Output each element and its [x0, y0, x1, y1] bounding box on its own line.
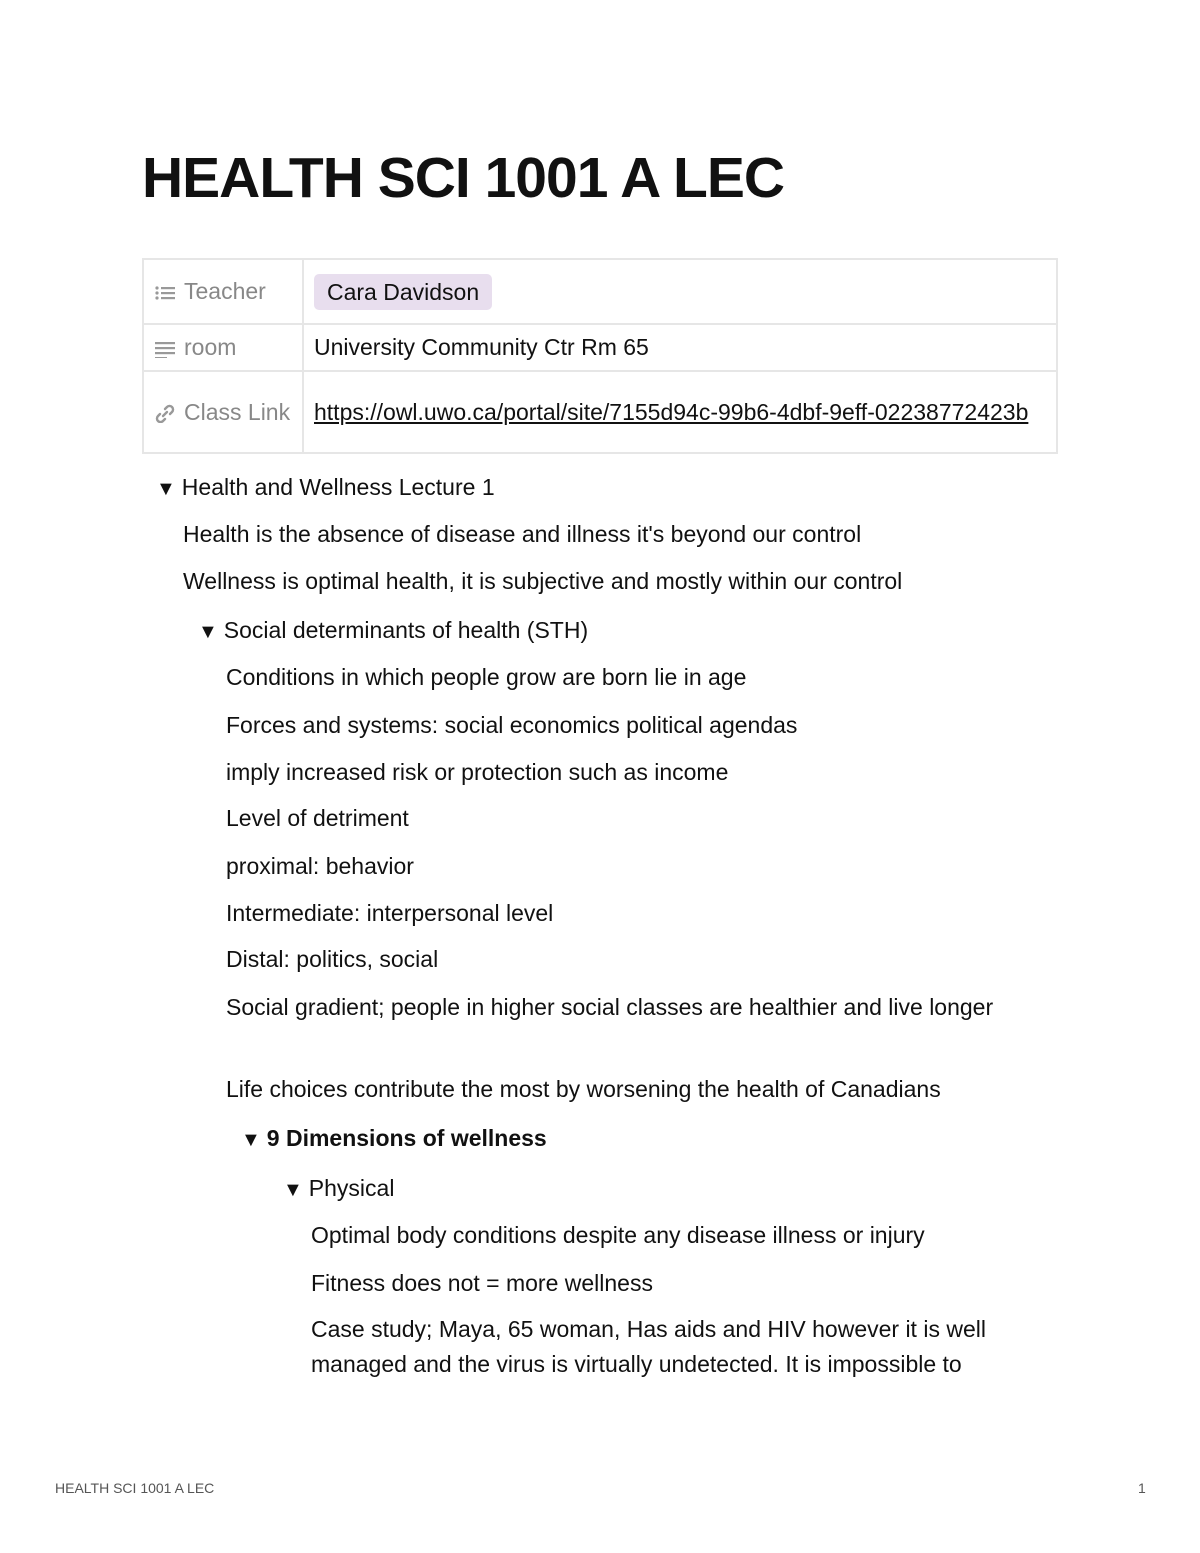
sdh-line-2: Forces and systems: social economics political agendas [226, 712, 798, 738]
property-value-class-link [303, 371, 1057, 453]
sdh-line-4: Level of detriment [226, 805, 409, 831]
text-lines-icon [154, 338, 176, 358]
teacher-tag[interactable]: Cara Davidson [314, 274, 492, 310]
toggle-triangle-icon[interactable]: ▼ [198, 621, 218, 643]
property-key-class-link [143, 371, 303, 453]
sdh-line-8: Social gradient; people in higher social classes are healthier and live longer [226, 994, 994, 1020]
link-icon [154, 403, 176, 423]
lecture-line-2: Wellness is optimal health, it is subjective and mostly within our control [183, 568, 903, 594]
property-key-room [143, 324, 303, 371]
property-label-room: room [184, 334, 237, 360]
toggle-physical[interactable] [283, 1171, 394, 1208]
properties-table [142, 258, 1058, 454]
property-row-teacher [143, 259, 1057, 324]
property-key-teacher [143, 259, 303, 324]
property-row-class-link [143, 371, 1057, 453]
property-label-class-link: Class Link [184, 398, 291, 425]
page-title: HEALTH SCI 1001 A LEC [142, 146, 785, 210]
toggle-physical-label: Physical [308, 1175, 395, 1201]
toggle-sdh[interactable] [198, 613, 588, 650]
property-value-room: University Community Ctr Rm 65 [303, 324, 1057, 371]
property-value-teacher [303, 259, 1057, 324]
footer-page-number: 1 [1138, 1480, 1146, 1496]
toggle-triangle-icon[interactable]: ▼ [241, 1129, 261, 1151]
physical-line-2: Fitness does not = more wellness [311, 1270, 653, 1296]
property-label-teacher: Teacher [184, 278, 266, 304]
toggle-sdh-label: Social determinants of health (STH) [223, 617, 589, 643]
class-link[interactable]: https://owl.uwo.ca/portal/site/7155d94c-99b6-4dbf-9eff-02238772423b [314, 398, 1029, 425]
toggle-triangle-icon[interactable]: ▼ [156, 478, 176, 500]
footer-title: HEALTH SCI 1001 A LEC [55, 1480, 215, 1496]
toggle-triangle-icon[interactable]: ▼ [283, 1179, 303, 1201]
physical-line-1: Optimal body conditions despite any disease illness or injury [311, 1222, 925, 1248]
sdh-line-6: Intermediate: interpersonal level [226, 900, 554, 926]
property-row-room [143, 324, 1057, 371]
toggle-lecture-1-label: Health and Wellness Lecture 1 [181, 474, 495, 500]
lecture-line-1: Health is the absence of disease and illness it's beyond our control [183, 521, 862, 547]
list-icon [154, 282, 176, 302]
sdh-line-5: proximal: behavior [226, 853, 414, 879]
physical-line-3: Case study; Maya, 65 woman, Has aids and HIV however it is well managed and the virus is virtually undetected. It is impossible to [311, 1316, 986, 1377]
sdh-line-9: Life choices contribute the most by worsening the health of Canadians [226, 1076, 941, 1102]
sdh-line-3: imply increased risk or protection such as income [226, 759, 729, 785]
sdh-line-7: Distal: politics, social [226, 946, 439, 972]
toggle-dimensions[interactable] [241, 1121, 547, 1158]
toggle-lecture-1[interactable] [156, 470, 495, 507]
sdh-line-1: Conditions in which people grow are born lie in age [226, 664, 747, 690]
toggle-dimensions-label: 9 Dimensions of wellness [266, 1125, 547, 1151]
